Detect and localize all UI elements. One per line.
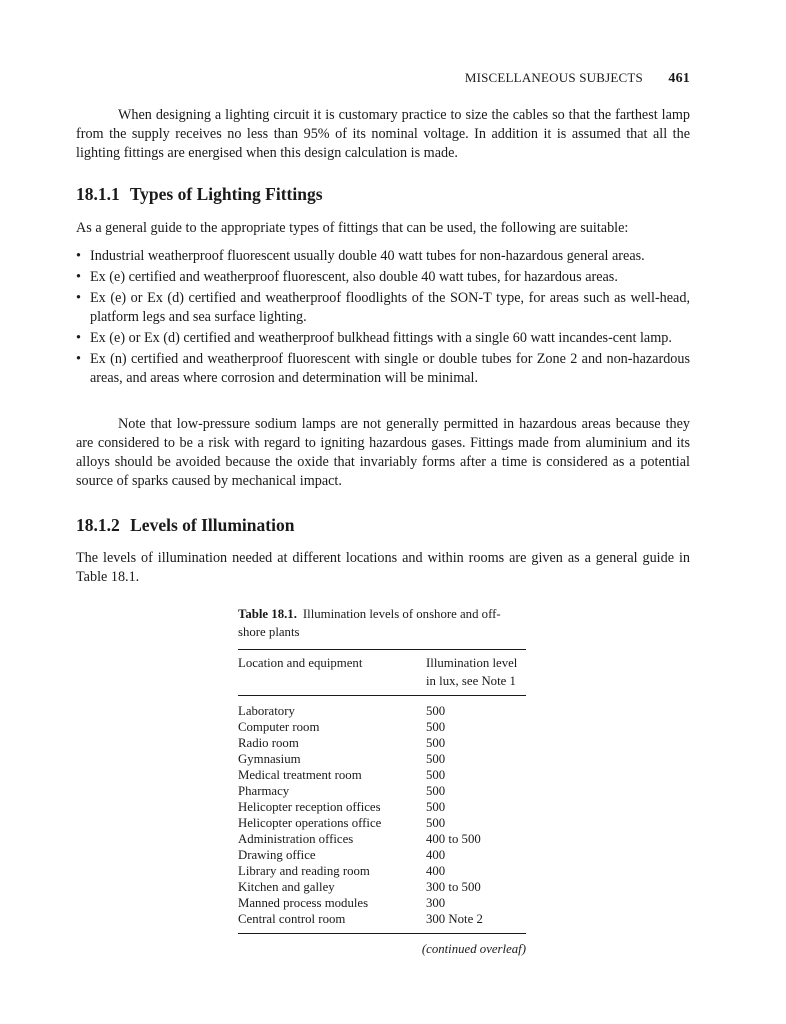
page-header [76,70,690,87]
illumination-table-block [238,605,526,957]
table-caption-text: Illumination levels of onshore and off-shore plants [238,607,501,639]
location-cell: Helicopter reception offices [238,800,381,814]
lux-cell: 400 [426,864,446,878]
lux-cell: 500 [426,752,446,766]
lux-cell: 400 [426,848,446,862]
lux-cell: 500 [426,704,446,718]
table-row [238,895,526,911]
fittings-bullet-list [76,247,690,390]
lux-cell: 300 to 500 [426,880,481,894]
section-lead-paragraph: As a general guide to the appropriate types of fittings that can be used, the following are suitable: [76,220,629,236]
table-row [238,735,526,751]
table-bottom-rule [238,933,526,934]
location-cell: Radio room [238,736,299,750]
lux-cell: 500 [426,768,446,782]
lux-cell: 500 [426,800,446,814]
intro-paragraph: When designing a lighting circuit it is customary practice to size the cables so that the farthest lamp from the supply receives no less than 95% of its nominal voltage. In addition it is assumed that all the lighting fittings are energised when this design calculation is made. [76,107,690,161]
section-heading-levels [76,515,690,536]
section-title: Levels of Illumination [130,515,295,535]
location-cell: Helicopter operations office [238,816,382,830]
table-label: Table 18.1. [238,607,297,621]
table-row [238,911,526,933]
bullet-item: • Ex (n) certified and weatherproof fluorescent with single or double tubes for Zone 2 and non-hazardous areas, and areas where corrosion and determination will be minimal. [76,351,690,386]
bullet-dot: • [76,248,81,264]
lux-cell: 500 [426,736,446,750]
bullet-dot: • [76,269,81,285]
lux-cell: 400 to 500 [426,832,481,846]
section-number: 18.1.2 [76,515,120,535]
levels-lead-paragraph: The levels of illumination needed at different locations and within rooms are given as a general guide in Table 18.1. [76,550,690,585]
table-row [238,831,526,847]
lux-cell: 500 [426,720,446,734]
bullet-dot: • [76,290,81,306]
table-row [238,719,526,735]
section-heading-types [76,184,690,205]
location-cell: Gymnasium [238,752,301,766]
running-title: MISCELLANEOUS SUBJECTS [464,70,643,85]
location-cell: Computer room [238,720,320,734]
lux-cell: 500 [426,784,446,798]
location-cell: Library and reading room [238,864,370,878]
bullet-dot: • [76,330,81,346]
location-cell: Central control room [238,912,346,926]
table-header-row [238,650,526,696]
table-row [238,751,526,767]
column-header-illumination: Illumination level in lux, see Note 1 [426,656,518,688]
bullet-item: • Industrial weatherproof fluorescent usually double 40 watt tubes for non-hazardous general areas. [76,248,645,264]
location-cell: Kitchen and galley [238,880,335,894]
location-cell: Administration offices [238,832,354,846]
table-row [238,783,526,799]
bullet-item: • Ex (e) certified and weatherproof fluorescent, also double 40 watt tubes, for hazardous areas. [76,269,618,285]
bullet-dot: • [76,351,81,367]
table-row [238,767,526,783]
table-row [238,847,526,863]
bullet-item: • Ex (e) or Ex (d) certified and weatherproof bulkhead fittings with a single 60 watt incandes-cent lamp. [76,330,672,346]
location-cell: Drawing office [238,848,316,862]
table-caption [238,605,526,641]
lux-cell: 300 Note 2 [426,912,483,926]
location-cell: Laboratory [238,704,295,718]
section-number: 18.1.1 [76,184,120,204]
location-cell: Medical treatment room [238,768,362,782]
illumination-table [238,650,526,933]
column-header-location: Location and equipment [238,656,363,670]
bullet-item: • Ex (e) or Ex (d) certified and weatherproof floodlights of the SON-T type, for areas such as well-head, platform legs and sea surface lighting. [76,290,690,325]
table-row [238,799,526,815]
section-title: Types of Lighting Fittings [129,184,323,204]
table-row [238,879,526,895]
table-row [238,863,526,879]
table-continued-note: (continued overleaf) [421,942,526,956]
page-number: 461 [668,71,690,86]
lux-cell: 300 [426,896,446,910]
lux-cell: 500 [426,816,446,830]
location-cell: Pharmacy [238,784,290,798]
table-row [238,815,526,831]
sodium-lamps-note-paragraph: Note that low-pressure sodium lamps are not generally permitted in hazardous areas because they are considered to be a risk with regard to igniting hazardous gases. Fittings made from aluminium and its alloys should be avoided because the oxide that invariably forms after a time is considered as a potential source of sparks caused by mechanical impact. [76,416,690,489]
table-row [238,696,526,719]
location-cell: Manned process modules [238,896,369,910]
